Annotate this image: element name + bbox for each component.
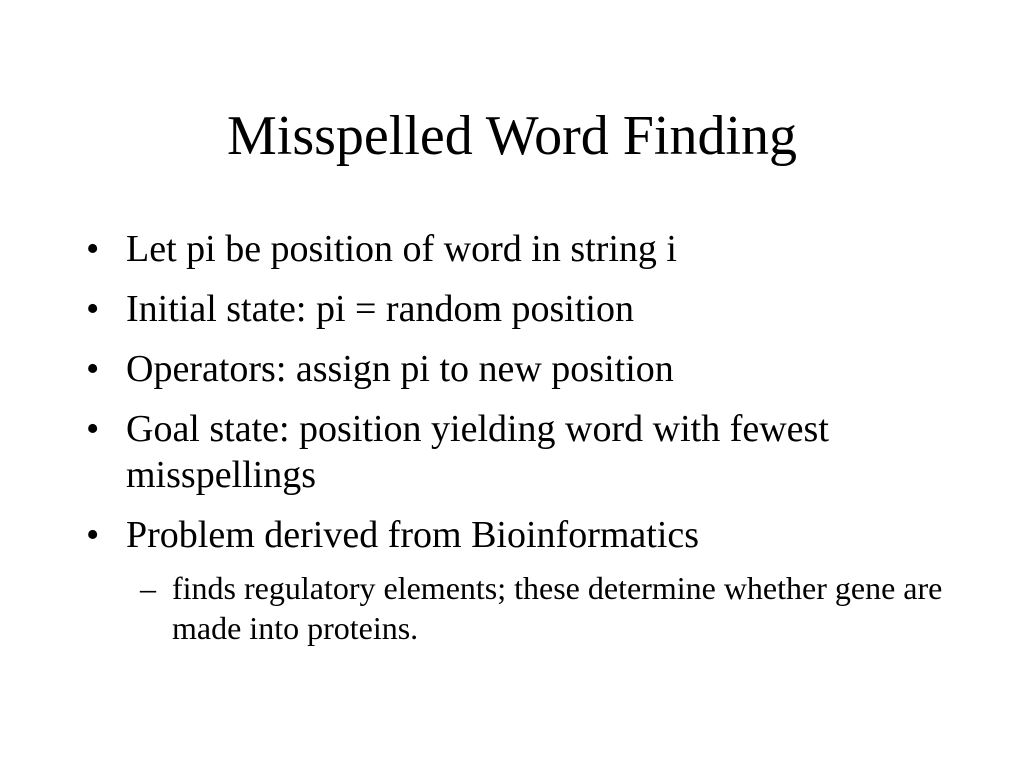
bullet-text: Goal state: position yielding word with fewest misspellings: [126, 408, 829, 496]
sub-list-item: [126, 568, 946, 648]
slide-title: Misspelled Word Finding: [226, 105, 798, 167]
bullet-icon: •: [86, 348, 100, 390]
bullet-text: Problem derived from Bioinformatics: [126, 514, 700, 556]
bullet-icon: •: [86, 514, 100, 556]
bullet-icon: •: [86, 408, 100, 450]
bullet-list: [86, 226, 946, 662]
list-item: [86, 286, 946, 332]
list-item: [86, 406, 946, 498]
bullet-text: Operators: assign pi to new position: [126, 348, 674, 390]
list-item: [86, 226, 946, 272]
bullet-text: Initial state: pi = random position: [126, 288, 634, 330]
sub-bullet-list: [126, 568, 946, 648]
bullet-icon: •: [86, 288, 100, 330]
list-item: [86, 346, 946, 392]
dash-icon: –: [140, 570, 156, 606]
sub-bullet-text: finds regulatory elements; these determine whether gene are made into proteins.: [172, 570, 943, 646]
bullet-icon: •: [86, 228, 100, 270]
list-item: [86, 512, 946, 648]
bullet-text: Let pi be position of word in string i: [126, 228, 677, 270]
